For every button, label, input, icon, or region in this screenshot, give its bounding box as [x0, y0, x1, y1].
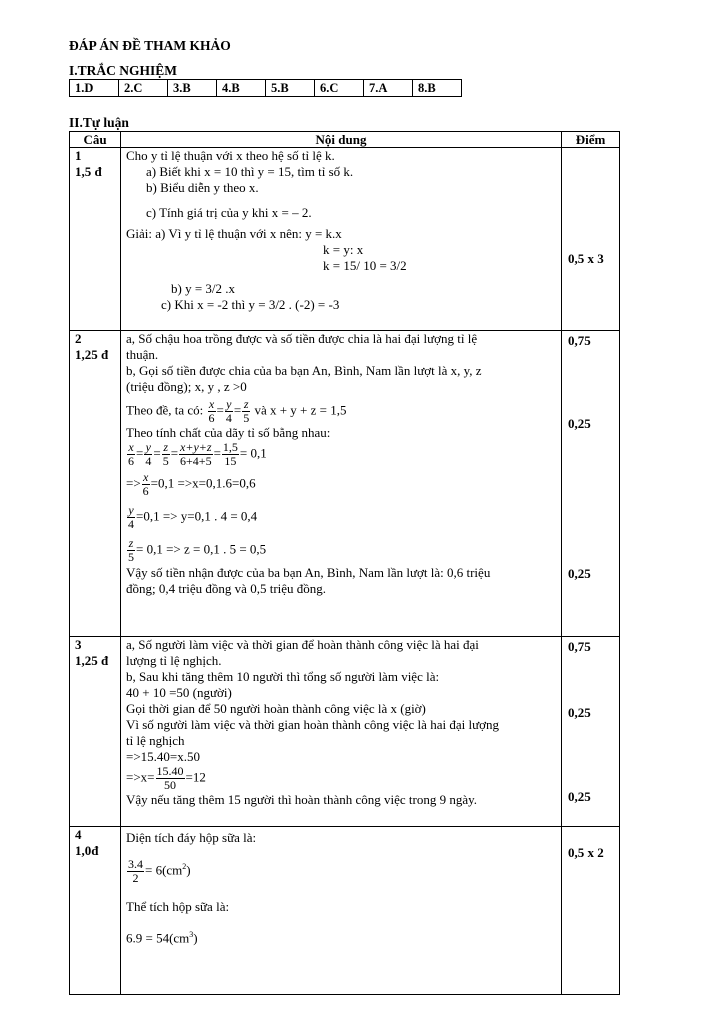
- mcq-answer: 1.D: [70, 80, 119, 96]
- header-noidung: Nội dung: [121, 132, 562, 148]
- mcq-answer: 8.B: [418, 81, 436, 95]
- question-4-score: 0,5 x 2: [562, 827, 620, 995]
- question-3-row: [70, 637, 620, 827]
- question-4-row: [70, 827, 620, 995]
- question-2-content: a, Số chậu hoa trồng được và số tiền được chia là hai đại lượng tỉ lệ thuận. b, Gọi số tiền được chia của ba bạn An, Bình, Nam lần lượt là x, y, z (triệu đồng); x, y , z >0 Theo đề, ta có: $\frac{x}{6}$ = $\frac{y}{4}$ = $\frac{z}{5}$ và x + y + z = 1,5 Theo tính chất của dãy tỉ số bằng nhau: $\frac{x}{6}$ = $\frac{y}{4}$ = $\frac{z}{5}$ = $\frac{x+y+z}{6+4+5}$ = $\frac{1,5}{15}$ = 0,1 => $\frac{x}{6}$ =0,1 =>x=0,1.6=0,6 $\frac{y}{4}$ =0,1 => y=0,1 . 4 = 0,4 $\frac{z}{5}$ = 0,1 => z = 0,1 . 5 = 0,5 Vậy số tiền nhận được của ba bạn An, Bình, Nam lần lượt là: 0,6 triệu đồng; 0,4 triệu đồng và 0,5 triệu đồng.: [121, 331, 562, 637]
- question-1-score: 0,5 x 3: [562, 148, 620, 331]
- question-1-content: Cho y tỉ lệ thuận với x theo hệ số tỉ lệ k. a) Biết khi x = 10 thì y = 15, tìm tỉ số k. b) Biểu diễn y theo x. c) Tính giá trị của y khi x = – 2. Giải: a) Vì y tỉ lệ thuận với x nên: y = k.x k = y: x k = 15/ 10 = 3/2 b) y = 3/2 .x c) Khi x = -2 thì y = 3/2 . (-2) = -3: [121, 148, 562, 331]
- question-2-score: 0,75 0,25 0,25: [562, 331, 620, 637]
- question-1-row: [70, 148, 620, 331]
- mcq-answer: 2.C: [119, 80, 168, 96]
- mcq-answer: 5.B: [266, 80, 315, 96]
- header-diem: Điểm: [562, 132, 620, 148]
- question-3-content: a, Số người làm việc và thời gian để hoàn thành công việc là hai đại lượng tỉ lệ nghịch. b, Sau khi tăng thêm 10 người thì tổng số người làm việc là: 40 + 10 =50 (người) Gọi thời gian để 50 người hoàn thành công việc là x (giờ) Vì số người làm việc và thời gian hoàn thành công việc là hai đại lượng tỉ lệ nghịch =>15.40=x.50 =>x= $\frac{15.40}{50}$ =12 Vậy nếu tăng thêm 15 người thì hoàn thành công việc trong 9 ngày.: [121, 637, 562, 827]
- essay-answer-table: [69, 131, 620, 995]
- page-title: ĐÁP ÁN ĐỀ THAM KHẢO: [69, 38, 231, 53]
- question-2-row: [70, 331, 620, 637]
- table-header-row: [70, 132, 620, 148]
- mcq-answer: 4.B: [217, 80, 266, 96]
- question-3-label: 3 1,25 đ: [70, 637, 121, 827]
- section-essay-heading: II.Tự luận: [69, 115, 129, 130]
- mcq-answer-table: [69, 79, 462, 97]
- mcq-answer: 3.B: [168, 80, 217, 96]
- section-multiple-choice-heading: I.TRẮC NGHIỆM: [69, 63, 178, 78]
- mcq-answer: 7.A: [364, 80, 413, 96]
- question-4-label: 4 1,0đ: [70, 827, 121, 995]
- question-3-score: 0,75 0,25 0,25: [562, 637, 620, 827]
- question-2-label: 2 1,25 đ: [70, 331, 121, 637]
- mcq-answer: 6.C: [315, 80, 364, 96]
- question-4-content: Diện tích đáy hộp sữa là: $\frac{3.4}{2}$ = $6(cm^2)$ Thể tích hộp sữa là: $6.9 = 54(cm^3)$: [121, 827, 562, 995]
- question-1-label: 1 1,5 đ: [70, 148, 121, 331]
- header-cau: Câu: [70, 132, 121, 148]
